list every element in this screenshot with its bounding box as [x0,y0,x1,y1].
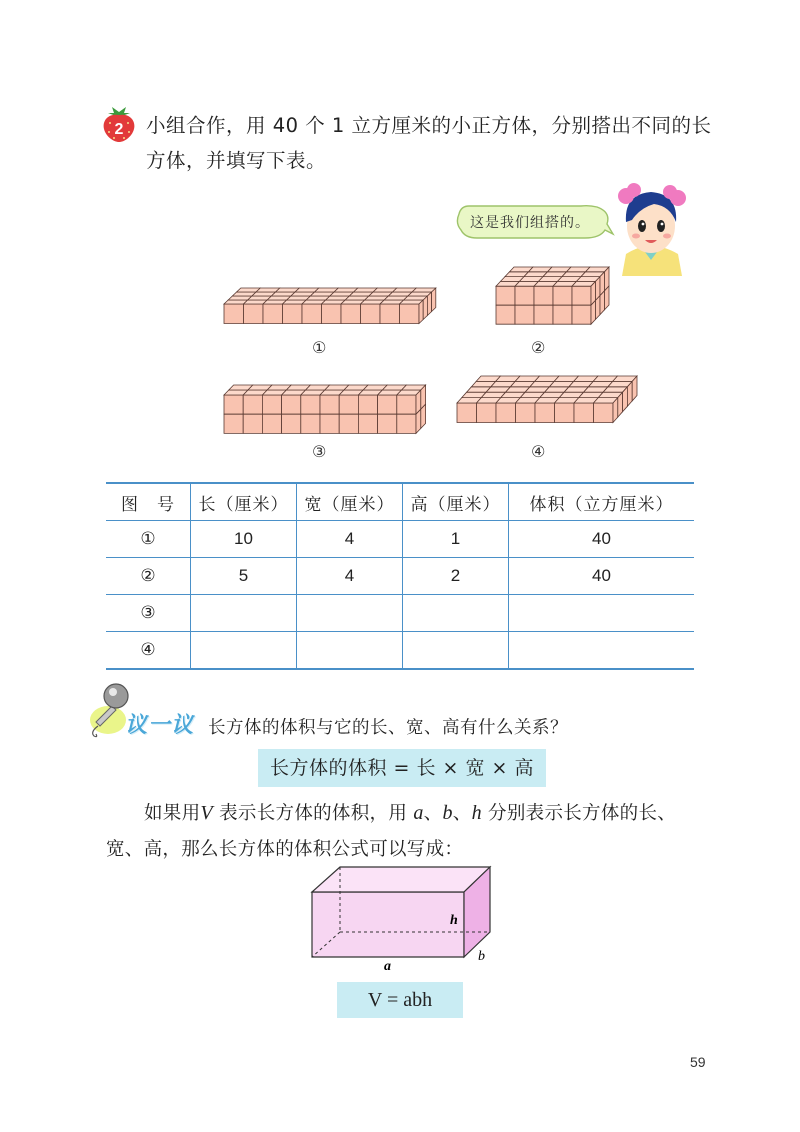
table-cell-empty [509,595,695,632]
speech-bubble-text: 这是我们组搭的。 [470,215,590,231]
unit-cube-front-face [572,305,591,324]
unit-cube-front-face [358,414,377,433]
task-number: 2 [114,121,124,138]
table-cell-empty [297,632,403,670]
unit-cube-side-face [427,292,431,316]
unit-cube-front-face [243,414,262,433]
var-a: a [413,802,424,824]
girl-avatar [612,176,690,276]
var-v: V [200,802,213,824]
unit-cube-front-face [534,286,553,305]
unit-cube-front-face [397,414,416,433]
unit-cube-front-face [496,305,515,324]
table-cell-empty [191,632,297,670]
cuboid-figure-2 [494,265,614,333]
unit-cube-front-face [244,304,264,324]
unit-cube-front-face [302,304,322,324]
para-sep: 、 [423,803,443,824]
table-cell: 10 [191,521,297,558]
discuss-label: 议一议 [125,713,195,738]
unit-cube-front-face [224,414,243,433]
cuboid-diagram [300,862,500,972]
var-b: b [442,802,453,824]
header-volume: 体积（立方厘米） [509,483,695,521]
page-number: 59 [690,1054,706,1070]
para-text: 如果用 [144,803,201,824]
unit-cube-front-face [282,414,301,433]
table-row [106,558,694,595]
var-h: h [471,802,482,824]
unit-cube-front-face [380,304,400,324]
unit-cube-side-face [605,286,610,310]
table-cell: 4 [297,521,403,558]
unit-cube-front-face [262,395,281,414]
unit-cube-front-face [555,403,575,423]
box-label-a: a [384,959,391,972]
unit-cube-front-face [496,286,515,305]
table-cell: 2 [403,558,509,595]
volume-formula-letters: V = abh [337,982,463,1018]
unit-cube-front-face [283,304,303,324]
unit-cube-front-face [224,395,243,414]
unit-cube-front-face [534,305,553,324]
table-cell-empty [403,632,509,670]
dimension-table [106,482,694,670]
table-cell-empty [509,632,695,670]
para-sep: 、 [452,803,472,824]
unit-cube-side-face [432,288,436,312]
unit-cube-front-face [361,304,381,324]
unit-cube-front-face [572,286,591,305]
volume-formula-words: 长方体的体积 = 长 × 宽 × 高 [258,749,546,787]
unit-cube-front-face [457,403,477,423]
unit-cube-side-face [423,296,427,320]
unit-cube-side-face [591,300,596,324]
unit-cube-front-face [400,304,420,324]
table-cell-empty [191,595,297,632]
strawberry-number-icon [100,103,138,143]
header-height: 高（厘米） [403,483,509,521]
unit-cube-front-face [378,395,397,414]
table-cell: ③ [106,595,191,632]
table-cell: 4 [297,558,403,595]
unit-cube-front-face [301,414,320,433]
unit-cube-front-face [397,395,416,414]
discuss-question: 长方体的体积与它的长、宽、高有什么关系？ [208,718,568,738]
unit-cube-front-face [515,305,534,324]
table-cell-empty [403,595,509,632]
unit-cube-front-face [341,304,361,324]
box-label-h: h [450,913,458,928]
header-figure-number: 图 号 [106,483,191,521]
header-width: 宽（厘米） [297,483,403,521]
unit-cube-front-face [282,395,301,414]
unit-cube-front-face [320,395,339,414]
cuboid-figure-1 [222,286,442,334]
unit-cube-front-face [535,403,555,423]
unit-cube-front-face [516,403,536,423]
unit-cube-front-face [553,305,572,324]
para-text: 分别表示长方体的长、宽、高，那么长方体的体积公式可以写成： [106,803,677,860]
table-cell: 40 [509,521,695,558]
table-cell: ② [106,558,191,595]
table-cell: ① [106,521,191,558]
figure-label-3: ③ [312,442,327,461]
unit-cube-front-face [339,395,358,414]
unit-cube-front-face [224,304,244,324]
table-row [106,595,694,632]
unit-cube-front-face [301,395,320,414]
table-cell: 5 [191,558,297,595]
unit-cube-front-face [322,304,342,324]
figure-label-4: ④ [531,442,546,461]
table-cell-empty [297,595,403,632]
table-cell: 40 [509,558,695,595]
table-row [106,632,694,670]
unit-cube-front-face [574,403,594,423]
unit-cube-front-face [553,286,572,305]
unit-cube-front-face [358,395,377,414]
unit-cube-front-face [320,414,339,433]
table-header-row [106,483,694,521]
para-text: 表示长方体的体积，用 [212,803,414,824]
unit-cube-front-face [594,403,614,423]
unit-cube-side-face [419,300,423,324]
table-cell: 1 [403,521,509,558]
unit-cube-front-face [496,403,516,423]
formula-paragraph [106,795,706,868]
figure-label-1: ① [312,338,327,357]
box-label-b: b [478,949,485,964]
table-cell: ④ [106,632,191,670]
cuboid-figure-3 [222,383,432,438]
unit-cube-front-face [378,414,397,433]
unit-cube-side-face [596,296,601,320]
task-text: 小组合作，用 40 个 1 立方厘米的小正方体，分别搭出不同的长方体，并填写下表。 [146,114,712,172]
unit-cube-side-face [600,291,605,315]
unit-cube-front-face [339,414,358,433]
figure-label-2: ② [531,338,546,357]
header-length: 长（厘米） [191,483,297,521]
unit-cube-front-face [263,304,283,324]
unit-cube-front-face [515,286,534,305]
table-row [106,521,694,558]
unit-cube-front-face [262,414,281,433]
unit-cube-front-face [477,403,497,423]
cuboid-figure-4 [455,374,640,438]
unit-cube-front-face [243,395,262,414]
